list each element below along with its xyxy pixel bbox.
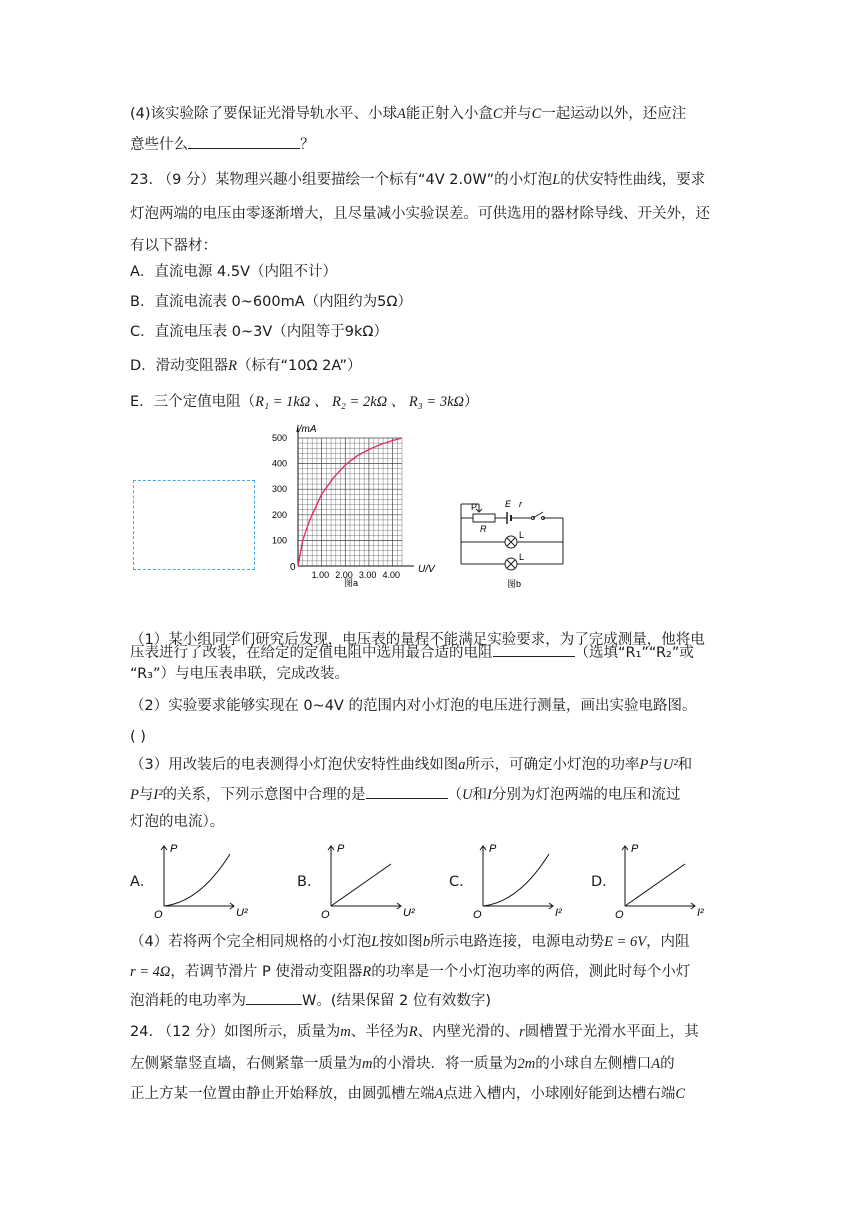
text: 按如图 [379, 934, 423, 950]
x-tick-label: 2.00 [335, 570, 353, 580]
text: 与 [138, 787, 154, 803]
graph-b-caption: 图b [507, 579, 522, 589]
label-l2: L [519, 552, 525, 562]
y-tick-label: 200 [272, 509, 288, 520]
choice-letter: A． [130, 874, 155, 890]
var-E: E = 6V [604, 934, 647, 950]
text: 、半径为 [350, 1024, 409, 1040]
text: ） [464, 394, 479, 410]
choice-y-label: P [631, 843, 639, 855]
choice-origin: O [154, 909, 163, 920]
text: 点进入槽内，小球刚好能到达槽右端 [443, 1086, 676, 1102]
text: 压表进行了改装，在给定的定值电阻中选用最合适的电阻 [130, 645, 493, 661]
q22-part4-line1 [130, 104, 686, 124]
var-U2: U² [662, 757, 678, 773]
choice-curve [331, 864, 391, 906]
answer-blank[interactable] [188, 134, 300, 149]
choice-x-label: U² [236, 907, 248, 919]
y-tick-label: 500 [272, 433, 288, 443]
var-R: R [408, 1024, 418, 1040]
option-d [130, 356, 362, 376]
choice-graph [591, 840, 721, 920]
circuit-answer-box[interactable] [133, 480, 255, 570]
choice-y-label: P [337, 843, 345, 855]
graph-a [270, 420, 440, 592]
choice-graph [449, 840, 579, 920]
var-A: A [651, 1056, 661, 1072]
text: E．三个定值电阻（ [130, 394, 256, 410]
axis-lines [298, 428, 414, 566]
x-tick-label: 3.00 [358, 570, 377, 580]
text: W。(结果保留 2 位有效数字) [302, 993, 492, 1009]
text: 23. （9 分）某物理兴趣小组要描绘一个标有“4V 2.0W”的小灯泡 [130, 172, 553, 188]
text: D．滑动变阻器 [130, 358, 229, 374]
part3-line1 [130, 755, 692, 775]
label-p: P [471, 502, 478, 512]
text: ？ [300, 137, 315, 153]
var-C: C [492, 106, 503, 122]
text: 、内壁光滑的、 [417, 1024, 520, 1040]
choice-y-label: P [489, 843, 497, 855]
text: 的 [660, 1056, 675, 1072]
label-e: E [505, 499, 512, 509]
text: 和 [472, 787, 488, 803]
label-r-internal: r [519, 499, 522, 509]
text: 的小球自左侧槽口 [535, 1056, 652, 1072]
choice-b[interactable] [297, 840, 427, 920]
text: 24. （12 分）如图所示，质量为 [130, 1024, 341, 1040]
var-2m: 2m [517, 1056, 536, 1072]
choice-x-label: I² [697, 907, 704, 919]
text: 所示，可确定小灯泡的功率 [465, 757, 640, 773]
text: 的功率是一个小灯泡功率的两倍，测此时每个小灯 [371, 964, 691, 980]
option-a: A．直流电源 4.5V（内阻不计） [130, 264, 338, 280]
choice-curve [164, 854, 230, 906]
option-b: B．直流电流表 0~600mA（内阻约为5Ω） [130, 294, 412, 310]
choice-graph [297, 840, 427, 920]
origin-label: 0 [290, 562, 296, 573]
graph-a-caption: 图a [344, 578, 359, 588]
text: 的关系，下列示意图中合理的是 [162, 787, 366, 803]
choice-y-label: P [170, 843, 178, 855]
text: 和 [677, 757, 693, 773]
choice-origin: O [615, 909, 624, 920]
var-U: U [462, 787, 473, 803]
q23-line2: 灯泡两端的电压由零逐渐增大，且尽量减小实验误差。可供选用的器材除导线、开关外，还 [130, 206, 710, 222]
choice-letter: B． [297, 874, 322, 890]
q24-line3 [130, 1084, 685, 1104]
choice-a[interactable] [130, 840, 260, 920]
y-tick-label: 400 [272, 458, 288, 469]
var-L: L [552, 172, 561, 188]
text: （4）若将两个完全相同规格的小灯泡 [130, 934, 372, 950]
choice-axes [480, 846, 553, 909]
label-r-rheostat: R [480, 524, 487, 534]
var-b: b [422, 934, 431, 950]
text: 左侧紧靠竖直墙，右侧紧靠一质量为 [130, 1056, 362, 1072]
text: 的伏安特性曲线，要求 [560, 172, 706, 188]
var-L: L [371, 934, 380, 950]
choice-graph [130, 840, 260, 920]
text: 的小滑块．将一质量为 [372, 1056, 518, 1072]
text: （ [447, 787, 463, 803]
var-P: P [130, 787, 139, 803]
text: 正上方某一位置由静止开始释放，由圆弧槽左端 [130, 1086, 435, 1102]
graph-a-grid [298, 438, 402, 566]
rheostat-icon [473, 514, 495, 522]
text: （选填“R₁”“R₂”或 [574, 645, 694, 661]
answer-blank[interactable] [493, 642, 575, 657]
var-m: m [362, 1056, 373, 1072]
var-A: A [397, 106, 406, 122]
var-R: R [362, 964, 372, 980]
choice-curve [625, 864, 685, 906]
part1-line2 [130, 642, 694, 663]
var-r: r [519, 1024, 525, 1040]
part4-line2 [130, 962, 690, 982]
choice-origin: O [473, 909, 482, 920]
text: 并与 [502, 106, 532, 122]
resistor-values: R₁ = 1kΩ 、 R₂ = 2kΩ 、 R₃ = 3kΩ [255, 394, 464, 410]
var-I2: I² [153, 787, 163, 803]
part4-line3 [130, 990, 491, 1011]
part4-line1 [130, 932, 690, 952]
text: ，内阻 [646, 934, 690, 950]
text: （3）用改装后的电表测得小灯泡伏安特性曲线如图 [130, 757, 459, 773]
graph-b-circuit [455, 492, 575, 592]
var-m: m [340, 1024, 351, 1040]
q23-line1 [130, 170, 705, 190]
graph-a-axes [298, 428, 414, 566]
choice-axes [328, 846, 401, 909]
text: (4)该实验除了要保证光滑导轨水平、小球 [130, 106, 398, 122]
choice-axes [161, 846, 234, 909]
var-I: I [487, 787, 492, 803]
choice-origin: O [321, 909, 330, 920]
part2-answer-paren[interactable]: ( ) [130, 729, 146, 745]
text: 能正射入小盒 [405, 106, 493, 122]
q24-line2 [130, 1054, 675, 1074]
text: 分别为灯泡两端的电压和流过 [491, 787, 681, 803]
y-axis-label: I/mA [296, 424, 317, 435]
option-c: C．直流电压表 0~3V（内阻等于9kΩ） [130, 324, 388, 340]
text: 圆槽置于光滑水平面上，其 [524, 1024, 699, 1040]
text: 与 [648, 757, 663, 773]
part2-line1: （2）实验要求能够实现在 0~4V 的范围内对小灯泡的电压进行测量，画出实验电路图。 [130, 698, 697, 714]
choice-curve [483, 854, 549, 906]
y-tick-label: 300 [272, 484, 288, 495]
answer-blank[interactable] [366, 784, 448, 799]
var-r: r = 4Ω [130, 964, 171, 980]
var-C: C [531, 106, 542, 122]
var-P: P [639, 757, 649, 773]
var-R: R [228, 358, 238, 374]
choice-c[interactable] [449, 840, 579, 920]
choice-letter: D． [591, 874, 617, 890]
label-l1: L [519, 530, 525, 540]
part1-line3: “R₃”）与电压表串联，完成改装。 [130, 666, 349, 682]
q22-part4-line2 [130, 134, 315, 155]
part3-line2 [130, 784, 680, 805]
answer-blank[interactable] [246, 990, 302, 1005]
text: （标有“10Ω 2A”） [237, 358, 362, 374]
option-e [130, 392, 479, 412]
q24-line1 [130, 1022, 699, 1042]
choice-axes [622, 846, 695, 909]
var-C: C [675, 1086, 686, 1102]
text: ，若调节滑片 P 使滑动变阻器 [170, 964, 363, 980]
text: 所示电路连接，电源电动势 [430, 934, 605, 950]
q23-line3: 有以下器材： [130, 238, 217, 254]
part3-line3: 灯泡的电流）。 [130, 814, 225, 830]
text: 一起运动以外，还应注 [541, 106, 687, 122]
var-A: A [434, 1086, 444, 1102]
x-axis-label: U/V [418, 564, 435, 575]
choice-d[interactable] [591, 840, 721, 920]
text: 意些什么 [130, 137, 188, 153]
x-tick-label: 1.00 [311, 570, 330, 580]
var-a: a [458, 757, 466, 773]
y-tick-label: 100 [272, 535, 288, 546]
text: 泡消耗的电功率为 [130, 993, 246, 1009]
choice-x-label: U² [403, 907, 415, 919]
choice-letter: C． [449, 874, 474, 890]
part1-line1: （1）某小组同学们研究后发现，电压表的量程不能满足实验要求，为了完成测量，他将电 [130, 632, 705, 648]
choice-x-label: I² [555, 907, 562, 919]
x-tick-label: 4.00 [382, 570, 401, 580]
